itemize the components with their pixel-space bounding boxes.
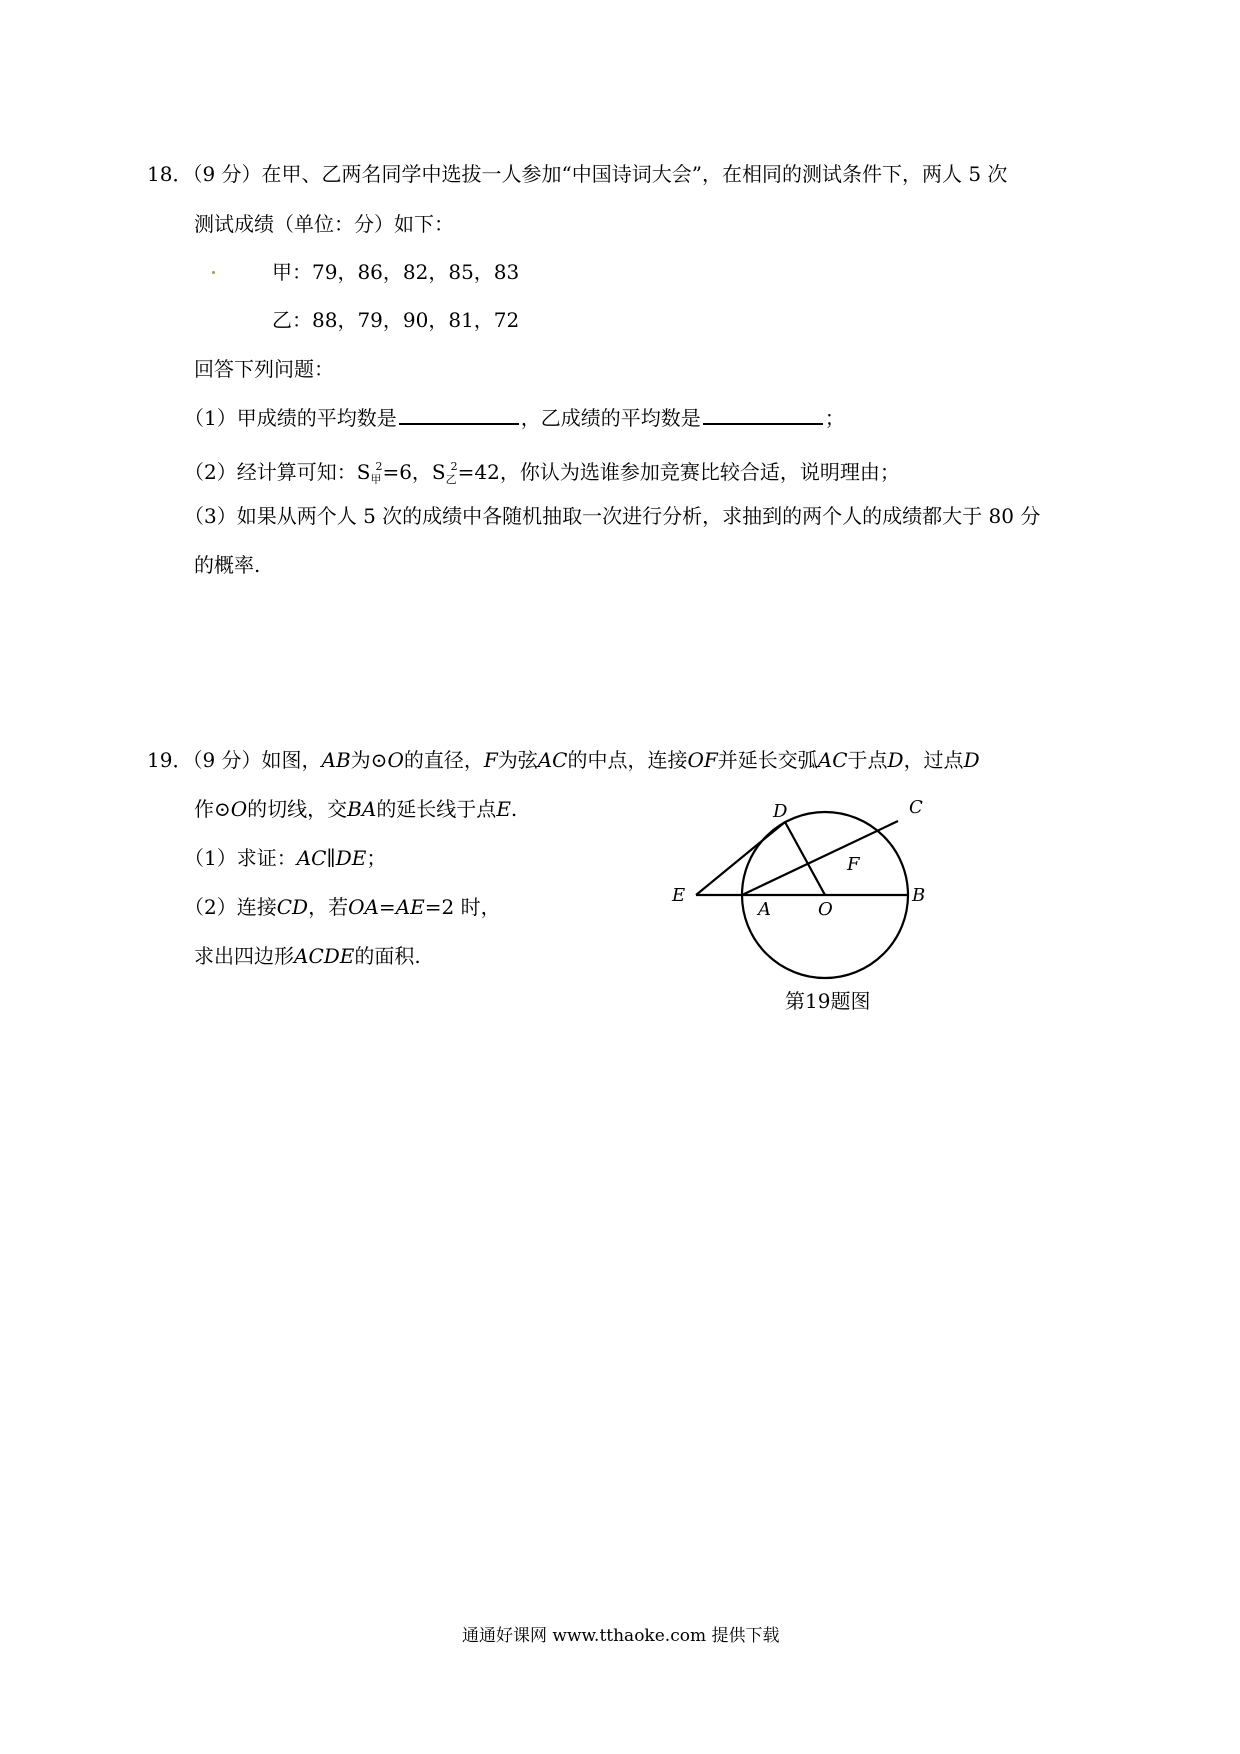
- variance-sup-yi: 2: [450, 460, 458, 473]
- q19-text: 的面积.: [354, 944, 421, 968]
- var-E: E: [496, 797, 511, 821]
- label-B: B: [912, 885, 926, 906]
- label-A: A: [758, 899, 771, 920]
- q18-part2-text-a: （2）经计算可知：S: [184, 460, 371, 484]
- page-footer: 通通好课网 www.tthaoke.com 提供下载: [462, 1626, 780, 1646]
- answer-blank-jia: [399, 405, 519, 425]
- var-F: F: [483, 748, 498, 772]
- stray-dot: [212, 271, 215, 274]
- q18-part3-line1: （3）如果从两个人 5 次的成绩中各随机抽取一次进行分析，求抽到的两个人的成绩都大于 80 分: [184, 504, 1041, 528]
- q19-text: （1）求证：: [184, 846, 297, 870]
- variance-sub-jia: 甲: [370, 473, 382, 486]
- q19-text: 于点: [847, 748, 888, 772]
- q19-line2: [194, 795, 517, 823]
- q18-line2: 测试成绩（单位：分）如下：: [194, 212, 454, 236]
- q18-line1: 18．（9 分）在甲、乙两名同学中选拔一人参加“中国诗词大会”，在相同的测试条件下，两人 5 次: [147, 162, 1008, 186]
- q18-part1: [184, 404, 845, 432]
- q19-text: =2 时，: [424, 895, 501, 919]
- label-D: D: [773, 801, 788, 822]
- q18-part1-text-b: ，乙成绩的平均数是: [520, 406, 701, 430]
- q19-text: ；: [366, 846, 387, 870]
- var-O: O: [230, 797, 248, 821]
- figure-caption: 第19题图: [785, 989, 871, 1013]
- q18-jia-scores: 甲：79，86，82，85，83: [272, 260, 520, 284]
- q19-text: .: [510, 797, 518, 821]
- q19-text: 的延长线于点: [376, 797, 497, 821]
- geometry-figure: [655, 790, 975, 980]
- q19-text: ，若: [308, 895, 349, 919]
- q18-part1-text-a: （1）甲成绩的平均数是: [184, 406, 397, 430]
- q19-text: 的切线，交: [247, 797, 348, 821]
- q18-part2-text-c: =42，你认为选谁参加竞赛比较合适，说明理由；: [457, 460, 900, 484]
- q18-part1-text-c: ；: [824, 406, 845, 430]
- q18-yi-scores: 乙：88，79，90，81，72: [272, 308, 520, 332]
- q19-text: 求出四边形: [194, 944, 294, 968]
- var-AE: AE: [395, 895, 425, 919]
- var-D: D: [887, 748, 904, 772]
- q19-part3: [194, 942, 421, 970]
- var-AC-parallel-DE: AC∥DE: [296, 846, 367, 870]
- q19-text: ，过点: [903, 748, 964, 772]
- q19-part2: [184, 893, 501, 921]
- var-O: O: [387, 748, 404, 772]
- var-OA: OA: [348, 895, 379, 919]
- var-CD: CD: [276, 895, 309, 919]
- q18-part2: [184, 453, 900, 494]
- var-OF: OF: [687, 748, 718, 772]
- answer-blank-yi: [703, 405, 823, 425]
- var-AC: AC: [817, 748, 848, 772]
- q19-text: 的直径，: [403, 748, 484, 772]
- var-ACDE: ACDE: [294, 944, 355, 968]
- q19-text: 19．（9 分）如图，: [147, 748, 322, 772]
- label-E: E: [672, 885, 686, 906]
- q19-text: 并延长交弧: [717, 748, 818, 772]
- var-D: D: [963, 748, 980, 772]
- q19-text: 的中点，连接: [567, 748, 688, 772]
- q18-part2-text-b: =6，S: [382, 460, 446, 484]
- var-AB: AB: [321, 748, 351, 772]
- q18-prompt: 回答下列问题：: [194, 357, 334, 381]
- tangent-DE: [696, 822, 785, 895]
- q19-text: 为弦: [497, 748, 538, 772]
- label-C: C: [909, 797, 923, 818]
- label-O: O: [818, 899, 833, 920]
- q19-part1: [184, 844, 386, 872]
- q19-text: 作⊙: [194, 797, 231, 821]
- q19-text: =: [378, 895, 396, 919]
- label-F: F: [847, 854, 860, 875]
- q18-part3-line2: 的概率.: [194, 553, 261, 577]
- var-AC: AC: [537, 748, 568, 772]
- var-BA: BA: [347, 797, 377, 821]
- variance-sup-jia: 2: [375, 460, 383, 473]
- variance-sub-yi: 乙: [445, 473, 457, 486]
- q19-text: （2）连接: [184, 895, 277, 919]
- q19-line1: [147, 746, 980, 774]
- q19-text: 为⊙: [350, 748, 388, 772]
